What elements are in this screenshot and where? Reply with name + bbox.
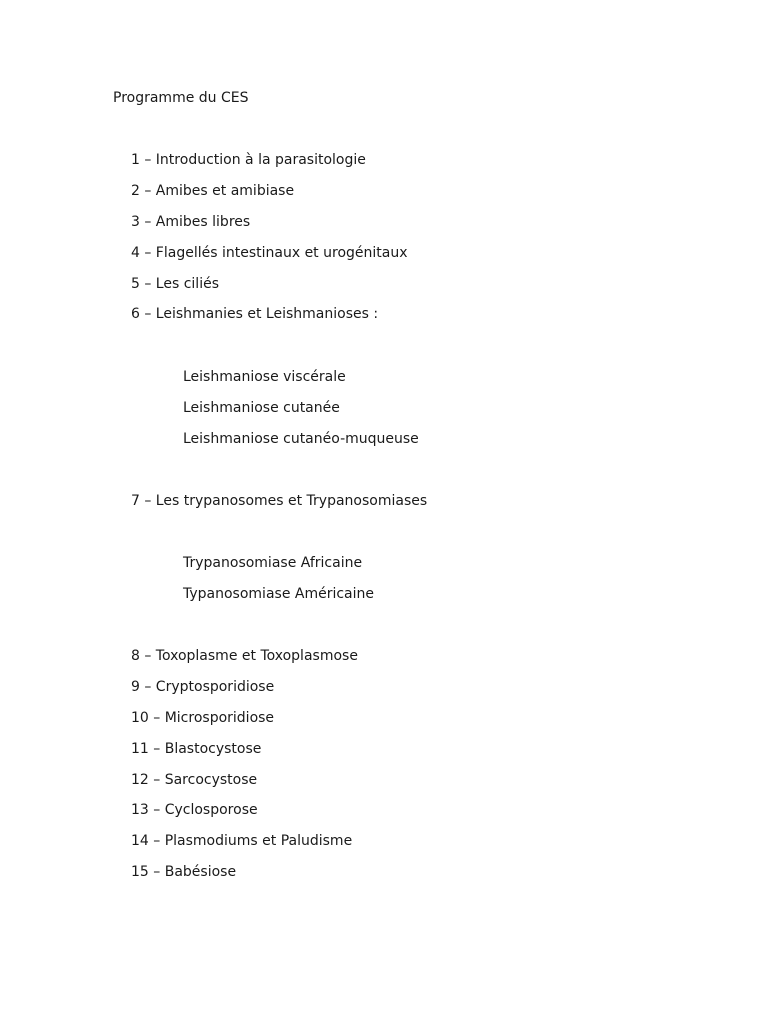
program-item-9: 9 – Cryptosporidiose: [131, 679, 275, 695]
program-item-12: 12 – Sarcocystose: [131, 772, 258, 788]
document-title: Programme du CES: [113, 90, 249, 106]
program-item-10: 10 – Microsporidiose: [131, 710, 275, 726]
program-item-2: 2 – Amibes et amibiase: [131, 183, 295, 199]
leishmaniose-subitem-1: Leishmaniose viscérale: [183, 369, 346, 385]
leishmaniose-subitem-3: Leishmaniose cutanéo-muqueuse: [183, 431, 419, 447]
program-item-4: 4 – Flagellés intestinaux et urogénitaux: [131, 245, 408, 261]
program-item-7: 7 – Les trypanosomes et Trypanosomiases: [131, 493, 428, 509]
program-item-6: 6 – Leishmanies et Leishmanioses :: [131, 306, 379, 322]
program-item-11: 11 – Blastocystose: [131, 741, 262, 757]
program-item-5: 5 – Les ciliés: [131, 276, 219, 292]
trypanosomiase-subitem-1: Trypanosomiase Africaine: [183, 555, 363, 571]
program-item-14: 14 – Plasmodiums et Paludisme: [131, 833, 353, 849]
leishmaniose-subitem-2: Leishmaniose cutanée: [183, 400, 340, 416]
program-item-1: 1 – Introduction à la parasitologie: [131, 152, 366, 168]
program-item-8: 8 – Toxoplasme et Toxoplasmose: [131, 648, 358, 664]
program-item-3: 3 – Amibes libres: [131, 214, 251, 230]
trypanosomiase-subitem-2: Typanosomiase Américaine: [183, 586, 375, 602]
program-item-15: 15 – Babésiose: [131, 864, 237, 880]
program-item-13: 13 – Cyclosporose: [131, 802, 258, 818]
